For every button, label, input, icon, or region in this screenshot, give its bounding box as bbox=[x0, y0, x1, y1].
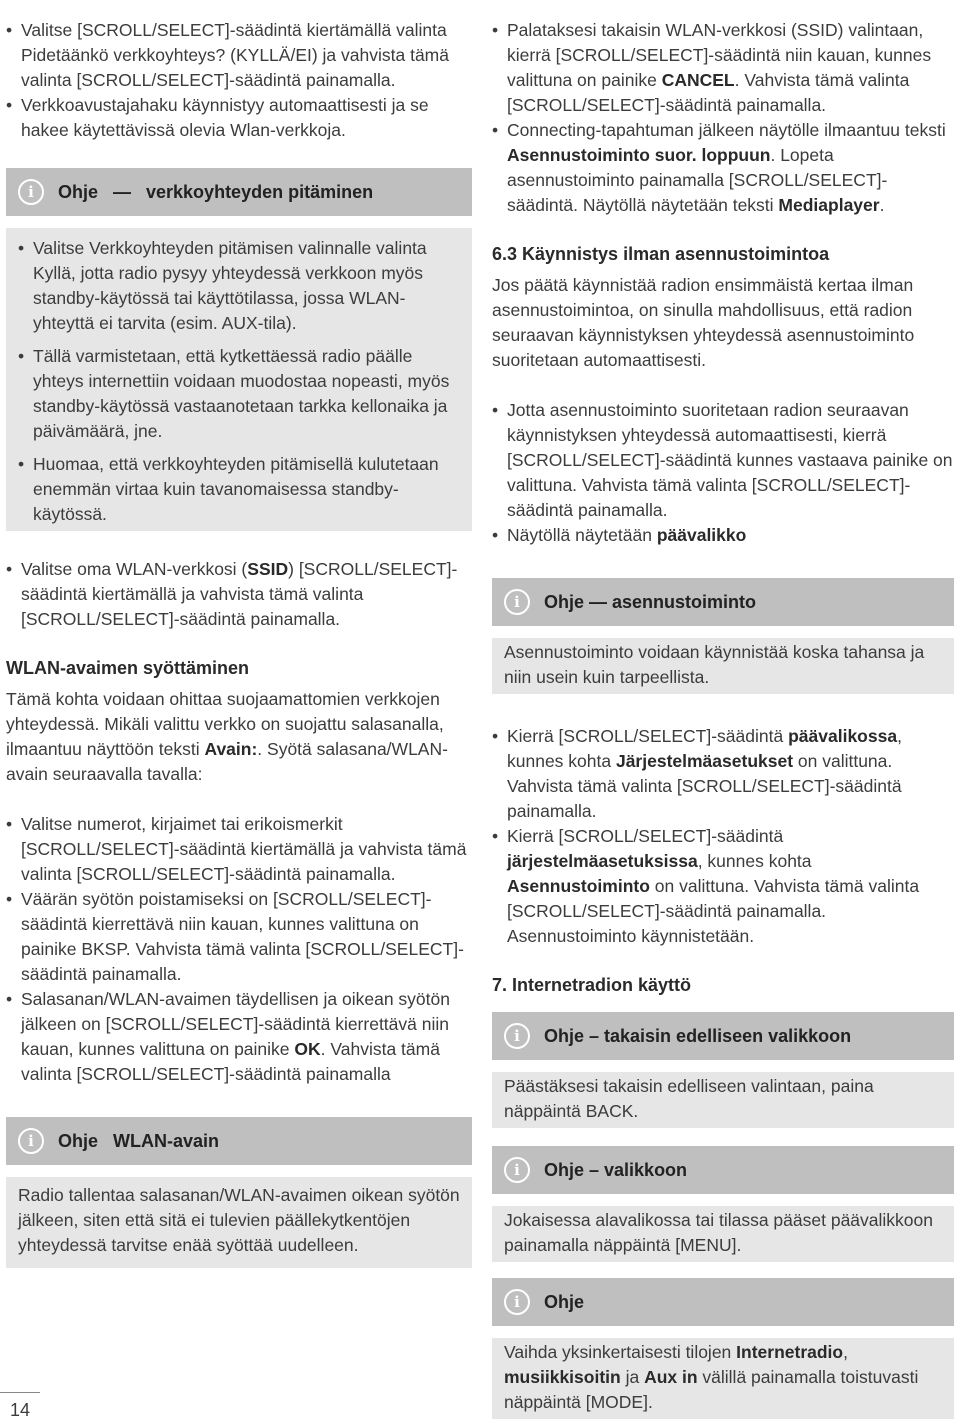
list-item: • Väärän syötön poistamiseksi on [SCROLL/SELECT]-säädintä kierrettävä niin kauan, kunnes valittuna on painike BKSP. Vahvista tämä valinta [SCROLL/SELECT]-säädintä painamalla. bbox=[6, 887, 472, 987]
note-header bbox=[492, 1146, 954, 1194]
list-item: • Valitse [SCROLL/SELECT]-säädintä kiertämällä valinta Pidetäänkö verkkoyhteys? (KYLLÄ/EI) ja vahvista tämä valinta [SCROLL/SELECT]-säädintä painamalla. bbox=[6, 18, 472, 93]
main-menu-term: päävalikossa bbox=[788, 726, 898, 746]
wlan-key-heading: WLAN-avaimen syöttäminen bbox=[6, 658, 250, 678]
install-done-term: Asennustoiminto suor. loppuun bbox=[507, 145, 771, 165]
page-number: 14 bbox=[10, 1400, 31, 1420]
info-icon: i bbox=[18, 179, 44, 205]
note-body: Jokaisessa alavalikossa tai tilassa pääset päävalikkoon painamalla näppäintä [MENU]. bbox=[492, 1206, 954, 1262]
install-list bbox=[492, 724, 954, 949]
section-7-heading: 7. Internetradion käyttö bbox=[492, 975, 692, 995]
list-item: • Verkkoavustajahaku käynnistyy automaattisesti ja se hakee käytettävissä olevia Wlan-verkkoja. bbox=[6, 93, 472, 143]
note-mode bbox=[492, 1278, 954, 1419]
text-run: ) [SCROLL/SELECT]-säädintä kiertämällä ja vahvista tämä valinta [SCROLL/SELECT]-säädintä painamalla. bbox=[21, 559, 458, 629]
text-run: . Syötä salasana/WLAN-avain seuraavalla tavalla: bbox=[6, 739, 448, 784]
note-menu bbox=[492, 1146, 954, 1262]
ssid-term: SSID bbox=[247, 559, 289, 579]
list-item: • Huomaa, että verkkoyhteyden pitämisellä kulutetaan enemmän virtaa kuin tavanomaisessa standby-käytössä. bbox=[18, 452, 462, 527]
system-settings-term: järjestelmäasetuksissa bbox=[507, 851, 698, 871]
section-6-3-list bbox=[492, 398, 954, 548]
note-title: Ohje WLAN-avain bbox=[58, 1130, 220, 1151]
note-body: Päästäksesi takaisin edelliseen valintaan, paina näppäintä BACK. bbox=[492, 1072, 954, 1128]
list-item: • Valitse Verkkoyhteyden pitämisen valinnalle valinta Kyllä, jotta radio pysyy yhteydessä verkkoon myös standby-käytössä tai käyttötilassa, jossa WLAN-yhteyttä ei tarvita (esim. AUX-tila). bbox=[18, 236, 462, 336]
text-run: Valitse oma WLAN-verkkosi ( bbox=[21, 559, 248, 579]
ok-term: OK bbox=[294, 1039, 321, 1059]
list-item bbox=[492, 724, 954, 824]
note-body bbox=[6, 228, 472, 531]
note-title: Ohje – takaisin edelliseen valikkoon bbox=[544, 1025, 852, 1046]
note-header bbox=[6, 168, 472, 216]
music-player-term: musiikkisoitin bbox=[504, 1367, 621, 1387]
list-item bbox=[492, 118, 954, 218]
note-title: Ohje — verkkoyhteyden pitäminen bbox=[58, 181, 374, 202]
cancel-term: CANCEL bbox=[661, 70, 735, 90]
text-run: , kunnes kohta bbox=[697, 851, 812, 871]
note-header bbox=[6, 1117, 472, 1165]
note-header bbox=[492, 1012, 954, 1060]
text-run: ja bbox=[620, 1367, 645, 1387]
text-run: Tämä kohta voidaan ohittaa suojaamattomien verkkojen yhteydessä. Mikäli valittu verkko on suojattu salasanalla, ilmaantuu näyttöön teksti bbox=[6, 689, 444, 759]
note-title: Ohje bbox=[544, 1291, 585, 1312]
note-title: Ohje — asennustoiminto bbox=[544, 591, 757, 612]
text-run: Connecting-tapahtuman jälkeen näytölle ilmaantuu teksti bbox=[507, 120, 946, 140]
wlan-key-paragraph bbox=[6, 687, 472, 787]
text-run: . bbox=[879, 195, 885, 215]
text-run: . Lopeta asennustoiminto painamalla [SCROLL/SELECT]-säädintä. Näytöllä näytetään teksti bbox=[507, 145, 888, 215]
note-wlan-key bbox=[6, 1117, 472, 1268]
cancel-list bbox=[492, 18, 954, 218]
note-body: Asennustoiminto voidaan käynnistää koska tahansa ja niin usein kuin tarpeellista. bbox=[492, 638, 954, 694]
avain-term: Avain: bbox=[204, 739, 258, 759]
list-item: • Jotta asennustoiminto suoritetaan radion seuraavan käynnistyksen yhteydessä automaattisesti, kierrä [SCROLL/SELECT]-säädintä kunnes vastaava painike on valittuna. Vahvista tämä valinta [SCROLL/SELECT]-säädintä painamalla. bbox=[492, 398, 954, 523]
right-column bbox=[492, 18, 954, 1419]
internetradio-term: Internetradio bbox=[736, 1342, 844, 1362]
left-column bbox=[6, 18, 472, 1268]
text-run: . Vahvista tämä valinta [SCROLL/SELECT]-säädintä painamalla bbox=[21, 1039, 440, 1084]
text-run: Salasanan/WLAN-avaimen täydellisen ja oikean syötön jälkeen on [SCROLL/SELECT]-säädintä kierrettävä niin kauan, kunnes valittuna on painike bbox=[21, 989, 450, 1059]
text-run: Kierrä [SCROLL/SELECT]-säädintä bbox=[507, 726, 789, 746]
note-install bbox=[492, 578, 954, 694]
info-icon: i bbox=[504, 1289, 530, 1315]
main-menu-term: päävalikko bbox=[656, 525, 747, 545]
list-item bbox=[6, 987, 472, 1087]
text-run: välillä painamalla toistuvasti näppäintä [MODE]. bbox=[504, 1367, 919, 1412]
install-term: Asennustoiminto bbox=[507, 876, 650, 896]
intro-list bbox=[6, 18, 472, 143]
aux-in-term: Aux in bbox=[644, 1367, 698, 1387]
info-icon: i bbox=[18, 1128, 44, 1154]
note-list bbox=[18, 236, 462, 527]
section-6-3-heading: 6.3 Käynnistys ilman asennustoimintoa bbox=[492, 244, 830, 264]
note-body bbox=[492, 1338, 954, 1419]
list-item: • Tällä varmistetaan, että kytkettäessä radio päälle yhteys internettiin voidaan muodostaa nopeasti, myös standby-käytössä vastaanotetaan tarkka kellonaika ja päivämäärä, jne. bbox=[18, 344, 462, 444]
system-settings-term: Järjestelmäasetukset bbox=[615, 751, 794, 771]
text-run: on valittuna. Vahvista tämä valinta [SCROLL/SELECT]-säädintä painamalla. Asennustoiminto käynnistetään. bbox=[507, 876, 920, 946]
info-icon: i bbox=[504, 1023, 530, 1049]
text-run: on valittuna. Vahvista tämä valinta [SCROLL/SELECT]-säädintä painamalla. bbox=[507, 751, 902, 821]
note-back bbox=[492, 1012, 954, 1128]
text-run: Näytöllä näytetään bbox=[507, 525, 657, 545]
list-item bbox=[492, 523, 954, 548]
note-keep-connection bbox=[6, 168, 472, 531]
text-run: Palataksesi takaisin WLAN-verkkosi (SSID) valintaan, kierrä [SCROLL/SELECT]-säädintä niin kauan, kunnes valittuna on painike bbox=[507, 20, 932, 90]
mediaplayer-term: Mediaplayer bbox=[778, 195, 880, 215]
note-header bbox=[492, 1278, 954, 1326]
note-title: Ohje – valikkoon bbox=[544, 1159, 688, 1180]
text-run: Kierrä [SCROLL/SELECT]-säädintä bbox=[507, 826, 784, 846]
info-icon: i bbox=[504, 1157, 530, 1183]
info-icon: i bbox=[504, 589, 530, 615]
list-item bbox=[492, 18, 954, 118]
list-item: • Valitse numerot, kirjaimet tai erikoismerkit [SCROLL/SELECT]-säädintä kiertämällä ja vahvista tämä valinta [SCROLL/SELECT]-säädintä painamalla. bbox=[6, 812, 472, 887]
text-run: , bbox=[843, 1342, 848, 1362]
list-item bbox=[492, 824, 954, 949]
note-body: Radio tallentaa salasanan/WLAN-avaimen oikean syötön jälkeen, siten että sitä ei tulevien päällekytkentöjen yhteydessä tarvitse enää syöttää uudelleen. bbox=[6, 1177, 472, 1268]
page-number-rule bbox=[0, 1392, 40, 1393]
note-header bbox=[492, 578, 954, 626]
list-item bbox=[6, 557, 472, 632]
ssid-list bbox=[6, 557, 472, 632]
text-run: . Vahvista tämä valinta [SCROLL/SELECT]-säädintä painamalla. bbox=[507, 70, 910, 115]
text-run: , kunnes kohta bbox=[507, 726, 902, 771]
section-6-3-paragraph: Jos päätä käynnistää radion ensimmäistä kertaa ilman asennustoimintoa, on sinulla mahdollisuus, että radion seuraavan käynnistyksen yhteydessä asennustoiminto suoritetaan automaattisesti. bbox=[492, 275, 915, 370]
text-run: Vaihda yksinkertaisesti tilojen bbox=[504, 1342, 737, 1362]
wlan-key-list bbox=[6, 812, 472, 1087]
